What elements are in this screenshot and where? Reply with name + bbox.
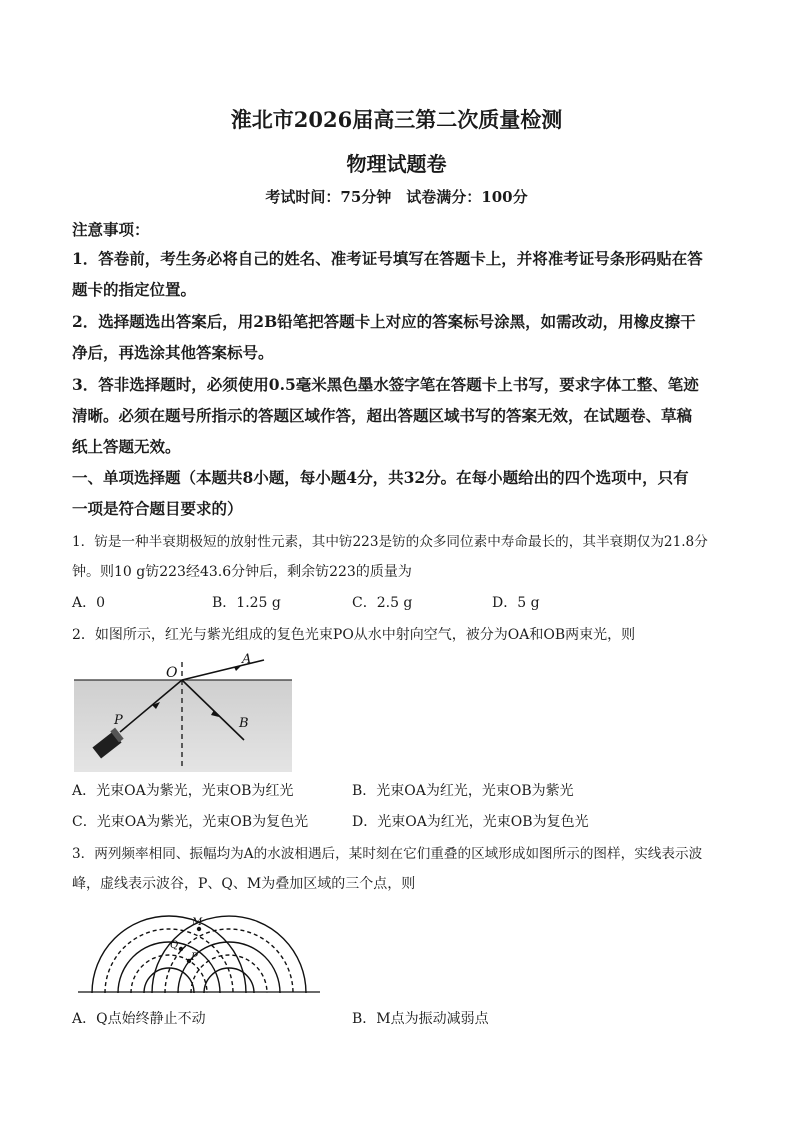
label-o: O — [166, 665, 178, 681]
exam-info: 考试时间：75分钟 试卷满分：100分 — [265, 188, 528, 206]
q1-option-a: A．0 — [72, 595, 106, 611]
notice-item-1-line-2: 题卡的指定位置。 — [72, 280, 197, 299]
q2-option-c: C．光束OA为紫光，光束OB为复色光 — [72, 814, 309, 830]
label-b: B — [239, 716, 249, 731]
trough-s1-2 — [105, 929, 233, 993]
q3-stem-line-1: 3．两列频率相同、振幅均为A的水波相遇后，某时刻在它们重叠的区域形成如图所示的图样，实线表示波 — [72, 846, 703, 862]
wave-interference-figure — [74, 905, 324, 993]
q3-option-a: A．Q点始终静止不动 — [72, 1011, 206, 1027]
q1-stem-line-2: 钟。则10 g钫223经43.6分钟后，剩余钫223的质量为 — [72, 564, 412, 580]
refraction-figure — [74, 650, 294, 772]
section-1-line-1: 一、单项选择题（本题共8小题，每小题4分，共32分。在每小题给出的四个选项中，只有 — [72, 468, 689, 487]
q1-stem-line-1: 1．钫是一种半衰期极短的放射性元素，其中钫223是钫的众多同位素中寿命最长的，其半衰期仅为21.8分 — [72, 534, 708, 550]
q1-option-d: D．5 g — [492, 595, 540, 611]
notice-item-2-line-2: 净后，再选涂其他答案标号。 — [72, 343, 274, 362]
notice-item-3-line-2: 清晰。必须在题号所指示的答题区域作答，超出答题区域书写的答案无效，在试题卷、草稿 — [72, 406, 693, 425]
notice-item-3-line-3: 纸上答题无效。 — [72, 437, 181, 456]
q2-option-a: A．光束OA为紫光，光束OB为红光 — [72, 783, 294, 799]
notice-item-3-line-1: 3．答非选择题时，必须使用0.5毫米黑色墨水签字笔在答题卡上书写，要求字体工整、笔迹 — [72, 375, 699, 394]
notice-item-1-line-1: 1．答卷前，考生务必将自己的姓名、准考证号填写在答题卡上，并将准考证号条形码贴在答 — [72, 249, 703, 268]
label-p3: P — [191, 952, 198, 963]
q3-stem-line-2: 峰，虚线表示波谷，P、Q、M为叠加区域的三个点，则 — [72, 876, 416, 892]
label-m: M — [192, 917, 203, 928]
q2-stem: 2．如图所示，红光与紫光组成的复色光束PO从水中射向空气，被分为OA和OB两束光，则 — [72, 627, 636, 643]
exam-title: 淮北市2026届高三第二次质量检测 — [230, 107, 563, 132]
exam-subtitle: 物理试题卷 — [346, 152, 447, 176]
trough-s2-2 — [165, 929, 293, 993]
q1-option-b: B．1.25 g — [212, 595, 281, 611]
q1-option-c: C．2.5 g — [352, 595, 413, 611]
section-1-line-2: 一项是符合题目要求的） — [72, 499, 243, 518]
point-q — [179, 947, 183, 951]
notice-heading: 注意事项： — [72, 220, 150, 239]
notice-item-2-line-1: 2．选择题选出答案后，用2B铅笔把答题卡上对应的答案标号涂黑，如需改动，用橡皮擦干 — [72, 312, 696, 331]
label-p: P — [114, 713, 123, 728]
water-region — [74, 680, 292, 772]
q2-option-d: D．光束OA为红光，光束OB为复色光 — [352, 814, 589, 830]
ray-oa — [182, 660, 264, 680]
q2-option-b: B．光束OA为红光，光束OB为紫光 — [352, 783, 574, 799]
label-a: A — [242, 652, 252, 667]
q3-option-b: B．M点为振动减弱点 — [352, 1011, 489, 1027]
label-q: Q — [170, 940, 179, 951]
